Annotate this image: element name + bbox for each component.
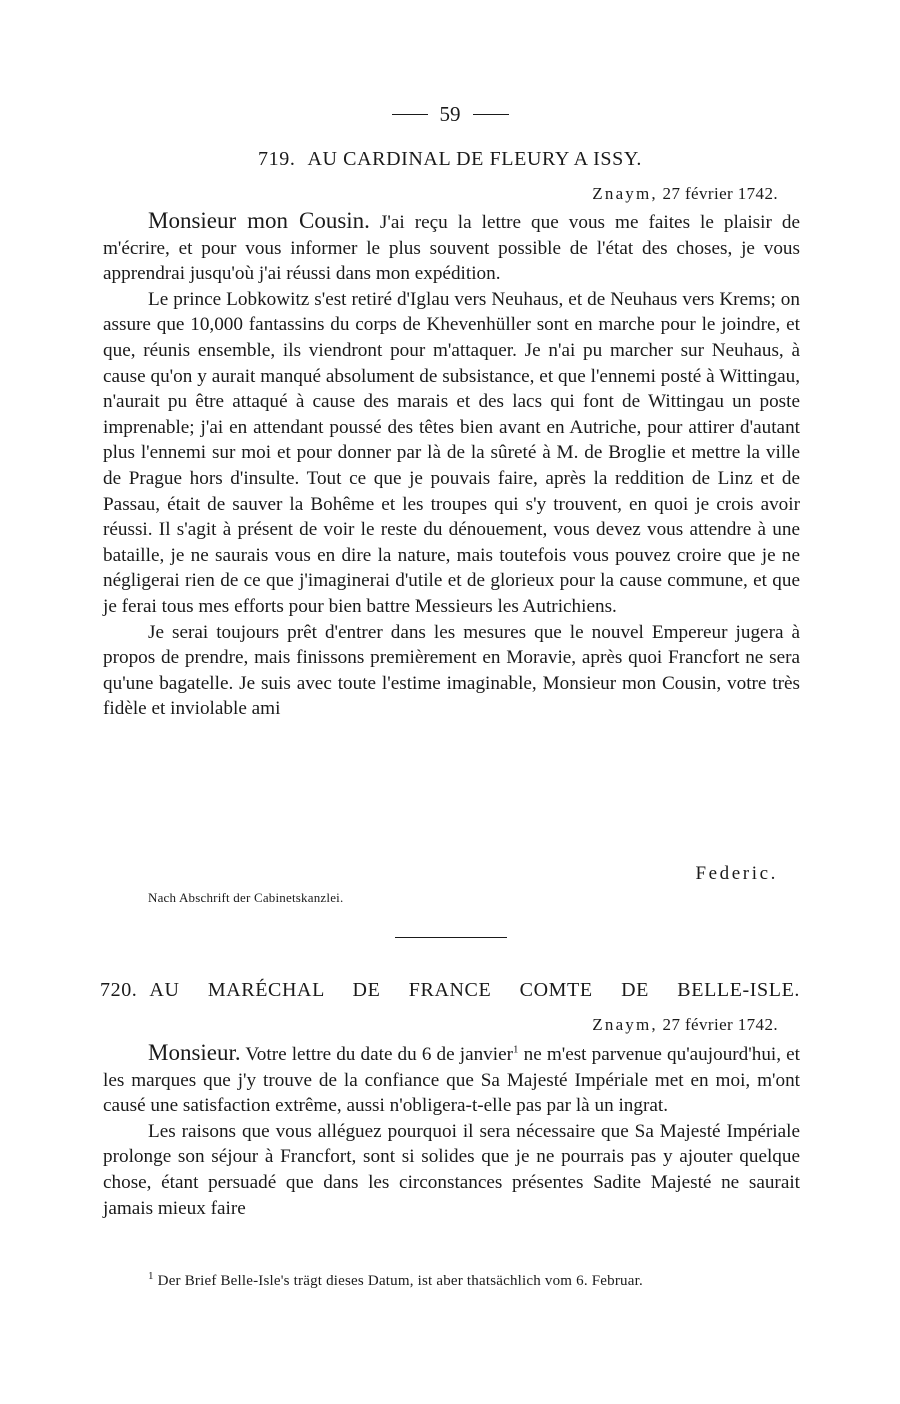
letter-719-paragraph-2: Le prince Lobkowitz s'est retiré d'Iglau vers Neuhaus, et de Neuhaus vers Krems; on assure que 10,000 fantassins du corps de Khevenhüller sont en marche pour le joindre, et que, réunis ensemble, ils viendront pour m'attaquer. Je n'ai pu marcher sur Neuhaus, à cause qu'on y aurait manqué absolument de subsistance, et que l'ennemi posté à Wittingau, n'aurait pu être attaqué à cause des marais et des lacs qui font de Wittingau un poste imprenable; j'ai en attendant poussé des têtes bien avant en Autriche, pour attirer d'autant plus l'ennemi sur moi et pour donner par là de la sûreté à M. de Broglie et mettre la ville de Prague hors d'insulte. Tout ce que je pouvais faire, après la reddition de Linz et de Passau, était de sauver la Bohême et les troupes qui s'y trouvent, en quoi je crois avoir réussi. Il s'agit à présent de voir le reste du dénouement, vous devez vous attendre à une bataille, je ne saurais vous en dire la nature, mais toutefois vous pouvez croire que je ne négligerai rien de ce que j'imaginerai d'utile et de glorieux pour la cause commune, et que je ferai tous mes efforts pour bien battre Messieurs les Autrichiens.	[103, 288, 800, 617]
letter-719-title: AU CARDINAL DE FLEURY A ISSY.	[307, 148, 642, 170]
letter-719-paragraph-1-text: J'ai reçu la lettre que vous me faites le plaisir de m'écrire, et pour vous informer le plus souvent possible de l'état des choses, je vous apprendrai jusqu'où j'ai réussi dans mon expédition.	[103, 212, 800, 285]
letter-719-dateline-date: 27 février 1742.	[662, 184, 778, 203]
letter-720-paragraph-2: Les raisons que vous alléguez pourquoi il sera nécessaire que Sa Majesté Impériale prolonge son séjour à Francfort, sont si solides que je ne pourrais pas y ajouter quelque chose, étant persuadé que dans les circonstances présentes Sadite Majesté ne saurait jamais mieux faire	[103, 1120, 800, 1219]
letter-720-dateline-place: Znaym,	[592, 1015, 658, 1034]
letter-720-dateline	[592, 1014, 778, 1036]
footnote	[148, 1271, 808, 1291]
letter-719-heading	[100, 146, 800, 172]
letter-719-number: 719.	[258, 148, 296, 170]
page-number-row	[0, 100, 900, 128]
letter-720-paragraph-1-text-b: ne m'est parvenue qu'aujourd'hui, et les marques que j'y trouve de la confiance que Sa Majesté Impériale met en moi, m'ont causé une satisfaction extrême, aussi n'obligera-t-elle pas par là un ingrat.	[103, 1044, 800, 1117]
letter-719-source-note: Nach Abschrift der Cabinetskanzlei.	[148, 890, 344, 905]
letter-720-paragraph-1	[103, 1040, 800, 1119]
letter-720-title: AU MARÉCHAL DE FRANCE COMTE DE BELLE-ISLE.	[149, 979, 800, 1001]
footnote-text: Der Brief Belle-Isle's trägt dieses Datum, ist aber thatsächlich vom 6. Februar.	[157, 1273, 643, 1289]
footnote-marker: 1	[148, 1270, 154, 1282]
dash-right	[473, 114, 509, 115]
letter-719-salutation: Monsieur mon Cousin.	[148, 208, 370, 233]
letter-719-paragraph-1	[103, 208, 800, 287]
letter-719-signature: Federic.	[695, 863, 778, 884]
letter-720-number: 720.	[100, 979, 138, 1001]
letter-720-heading	[100, 977, 800, 1003]
letter-719-dateline	[592, 183, 778, 205]
page-number: 59	[439, 102, 461, 126]
footnote-reference: 1	[513, 1043, 519, 1056]
letter-719-dateline-place: Znaym,	[592, 184, 658, 203]
letter-719-body	[103, 208, 800, 722]
letter-720-salutation: Monsieur.	[148, 1040, 241, 1065]
dash-left	[392, 114, 428, 115]
letter-720-paragraph-1-text-a: Votre lettre du date du 6 de janvier	[240, 1044, 514, 1065]
section-separator	[395, 937, 507, 938]
letter-720-dateline-date: 27 février 1742.	[662, 1015, 778, 1034]
letter-719-paragraph-3: Je serai toujours prêt d'entrer dans les mesures que le nouvel Empereur jugera à propos de prendre, mais finissons premièrement en Moravie, après quoi Francfort ne sera qu'une bagatelle. Je suis avec toute l'estime imaginable, Monsieur mon Cousin, votre très fidèle et inviolable ami	[103, 621, 800, 720]
letter-720-body	[103, 1040, 800, 1221]
